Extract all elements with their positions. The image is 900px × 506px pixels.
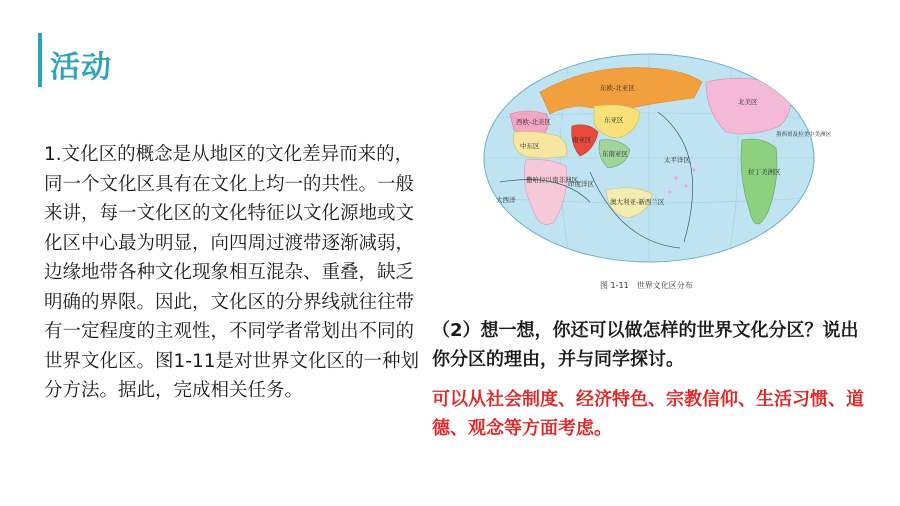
label-southeast-asia: 东南亚区 [602, 150, 628, 158]
label-pacific: 太平洋区 [664, 156, 690, 164]
label-north-america: 北美区 [738, 98, 758, 106]
label-sub-saharan: 撒哈拉以南非洲区 [526, 176, 578, 184]
activity-paragraph: 1.文化区的概念是从地区的文化差异而来的，同一个文化区具有在文化上均一的共性。一般来讲，每一文化区的文化特征以文化源地或文化区中心最为明显，向四周过渡带逐渐减弱，边缘地带各种文化现象相互混杂、重叠，缺乏明确的界限。因此，文化区的分界线就往往带有一定程度的主观性，不同学者常划出不同的世界文化区。图1-11是对世界文化区的一种划分方法。据此，完成相关任务。 [44, 144, 419, 401]
page-title: 活动 [50, 50, 112, 85]
map-caption: 图 1-11 世界文化区分布 [600, 281, 693, 290]
world-culture-map [480, 52, 832, 298]
label-indian-ocean: 印度洋区 [568, 180, 594, 188]
label-atlantic: 大西洋 [496, 196, 516, 204]
label-eastern-europe-north-asia: 东欧-北亚区 [600, 84, 635, 92]
label-middle-east: 中东区 [520, 142, 540, 150]
title-accent-bar [38, 33, 42, 87]
world-map-figure [480, 52, 832, 298]
label-caribbean: 墨西哥及拉美中美洲区 [776, 132, 832, 138]
label-latin-america: 拉丁美洲区 [748, 168, 781, 176]
label-east-asia: 东亚区 [604, 116, 624, 124]
label-australia-nz: 澳大利亚-新西兰区 [610, 198, 665, 206]
label-south-asia: 南亚区 [572, 136, 592, 144]
label-western-europe: 西欧-北美区 [516, 118, 551, 126]
answer-text: 可以从社会制度、经济特色、宗教信仰、生活习惯、道德、观念等方面考虑。 [432, 389, 864, 439]
question-text: （2）想一想，你还可以做怎样的世界文化分区？说出你分区的理由，并与同学探讨。 [432, 320, 859, 370]
